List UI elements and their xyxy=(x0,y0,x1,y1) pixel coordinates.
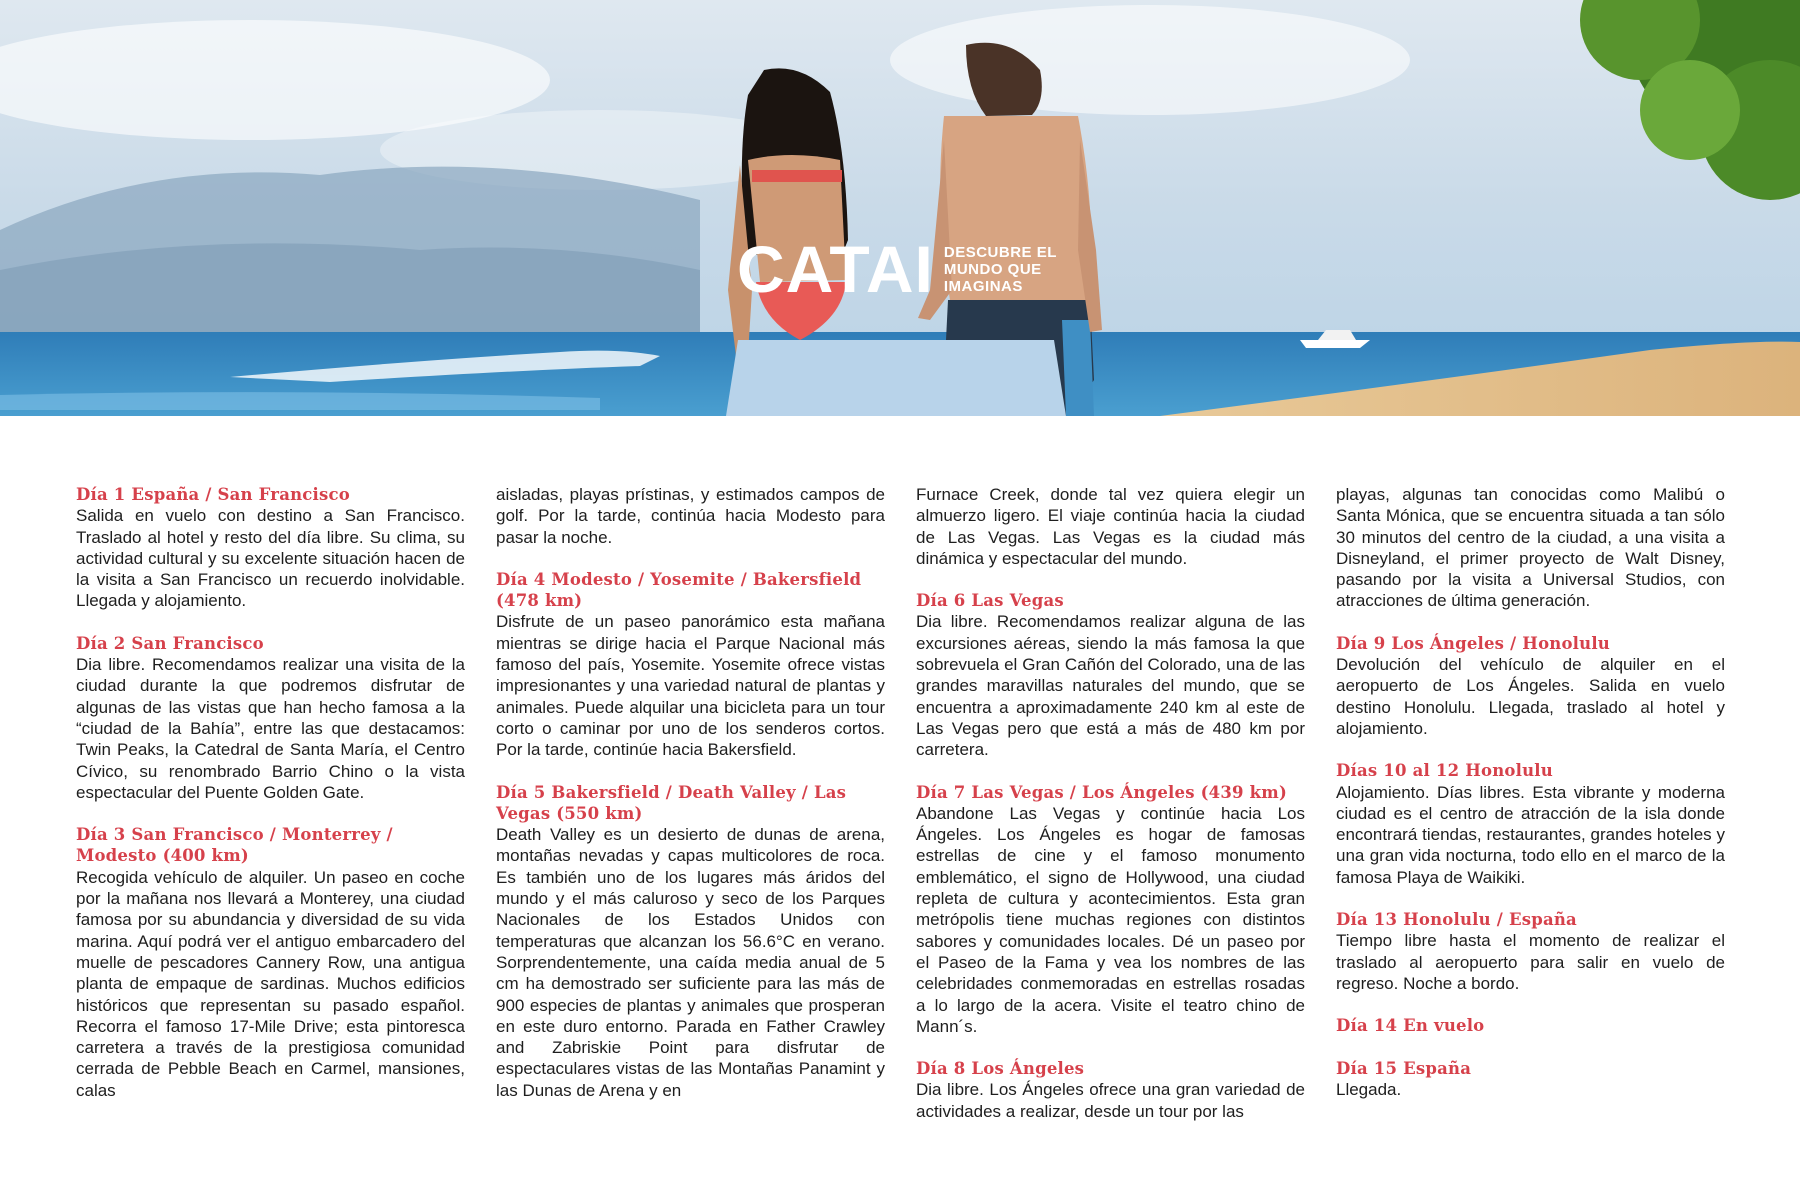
day-block-continued xyxy=(496,484,885,548)
day-description: Alojamiento. Días libres. Esta vibrante y moderna ciudad es el centro de atracción de la isla donde encontrará tiendas, restaurantes, grandes hoteles y una gran vida nocturna, todo ello en el marco de la famosa Playa de Waikiki. xyxy=(1336,782,1725,887)
day-block xyxy=(496,782,885,1101)
day-description: Furnace Creek, donde tal vez quiera elegir un almuerzo ligero. El viaje continúa hacia la ciudad de Las Vegas. Las Vegas es la ciudad más dinámica y espectacular del mundo. xyxy=(916,485,1305,568)
day-heading: Día 2 San Francisco xyxy=(76,633,264,653)
itinerary-column-3 xyxy=(916,484,1305,1143)
day-description: aisladas, playas prístinas, y estimados campos de golf. Por la tarde, continúa hacia Modesto para pasar la noche. xyxy=(496,485,885,547)
day-heading: Día 8 Los Ángeles xyxy=(916,1059,1085,1079)
day-description: Tiempo libre hasta el momento de realizar el traslado al aeropuerto para salir en vuelo de regreso. Noche a bordo. xyxy=(1336,931,1725,993)
day-heading: Día 13 Honolulu / España xyxy=(1336,910,1577,930)
day-block xyxy=(76,484,465,612)
itinerary-column-4 xyxy=(1336,484,1725,1143)
day-description: Disfrute de un paseo panorámico esta mañana mientras se dirige hacia el Parque Nacional más famoso del país, Yosemite. Yosemite ofrece vistas impresionantes y una variedad natural de plantas y animales. Puede alquilar una bicicleta para un tour corto o caminar por uno de los senderos cortos. Por la tarde, continúe hacia Bakersfield. xyxy=(496,612,885,760)
tagline-line-1: DESCUBRE EL xyxy=(943,243,1057,261)
beach-photo xyxy=(0,0,1800,416)
logo-wordmark: CATAI xyxy=(737,232,934,306)
itinerary-columns xyxy=(76,484,1726,1134)
day-heading: Día 14 En vuelo xyxy=(1336,1016,1485,1036)
day-description: Dia libre. Recomendamos realizar alguna de las excursiones aéreas, siendo la más famosa la que sobrevuela el Gran Cañón del Colorado, una de las grandes maravillas naturales del mundo, que se encuentra a aproximadamente 240 km al este de Las Vegas pero que está a más de 480 km por carretera. xyxy=(916,612,1305,760)
day-block xyxy=(496,569,885,761)
day-block xyxy=(1336,909,1725,994)
day-description: Llegada. xyxy=(1336,1079,1402,1099)
catai-logo xyxy=(737,232,1057,306)
day-description: Death Valley es un desierto de dunas de arena, montañas nevadas y capas multicolores de roca. Es también uno de los lugares más áridos del mundo y el más caluroso y seco de los Parques Nacionales de los Estados Unidos con temperaturas que alcanzan los 56.6°C en verano. Sorprendentemente, una caída media anual de 5 cm ha demostrado ser suficiente para las más de 900 especies de plantas y animales que prosperan en este duro entorno. Parada en Father Crawley and Zabriskie Point para disfrutar de espectaculares vistas de las Montañas Panamint y las Dunas de Arena y en xyxy=(496,825,885,1100)
day-description: Recogida vehículo de alquiler. Un paseo en coche por la mañana nos llevará a Monterey, una ciudad famosa por su abundancia y diversidad de su vida marina. Aquí podrá ver el antiguo embarcadero del muelle de pescadores Cannery Row, una antigua planta de empaque de sardinas. Muchos edificios históricos que representan su pasado español. Recorra el famoso 17-Mile Drive; esta pintoresca carretera a través de la prestigiosa comunidad cerrada de Pebble Beach en Carmel, mansiones, calas xyxy=(76,867,465,1100)
day-block xyxy=(1336,1015,1725,1036)
day-block xyxy=(76,824,465,1101)
day-heading: Día 7 Las Vegas / Los Ángeles (439 km) xyxy=(916,782,1287,802)
day-heading: Día 5 Bakersfield / Death Valley / Las Vegas (550 km) xyxy=(496,782,847,823)
day-block xyxy=(76,633,465,803)
day-block xyxy=(1336,1058,1725,1101)
day-heading: Día 3 San Francisco / Monterrey / Modesto (400 km) xyxy=(76,825,393,866)
day-block xyxy=(916,1058,1305,1122)
tagline-line-2: MUNDO QUE xyxy=(943,260,1042,278)
day-heading: Día 15 España xyxy=(1336,1058,1472,1078)
day-description: playas, algunas tan conocidas como Malibú o Santa Mónica, que se encuentra situada a tan sólo 30 minutos del centro de la ciudad, a una visita a Disneyland, el primer proyecto de Walt Disney, pasando por la visita a Universal Studios, con atracciones de última generación. xyxy=(1336,485,1725,611)
day-description: Dia libre. Recomendamos realizar una visita de la ciudad durante la que podremos disfrutar de algunas de las vistas que han hecho famosa a la “ciudad de la Bahía”, entre las que destacamos: Twin Peaks, la Catedral de Santa María, el Centro Cívico, su renombrado Barrio Chino o la vista espectacular del Puente Golden Gate. xyxy=(76,655,465,802)
hero-banner xyxy=(0,0,1800,416)
day-block-continued xyxy=(916,484,1305,569)
itinerary-column-1 xyxy=(76,484,465,1143)
day-description: Dia libre. Los Ángeles ofrece una gran variedad de actividades a realizar, desde un tour por las xyxy=(916,1080,1305,1121)
day-block xyxy=(916,782,1305,1038)
tagline-line-3: IMAGINAS xyxy=(943,277,1023,295)
day-block xyxy=(1336,633,1725,739)
day-block xyxy=(1336,760,1725,888)
day-description: Devolución del vehículo de alquiler en el aeropuerto de Los Ángeles. Salida en vuelo destino Honolulu. Llegada, traslado al hotel y alojamiento. xyxy=(1336,655,1725,738)
logo-tagline xyxy=(944,244,1057,295)
day-description: Salida en vuelo con destino a San Francisco. Traslado al hotel y resto del día libre. Su clima, su actividad cultural y su excelente situación hacen de la visita a San Francisco un recuerdo inolvidable. Llegada y alojamiento. xyxy=(76,506,465,611)
day-heading: Día 9 Los Ángeles / Honolulu xyxy=(1336,633,1611,653)
day-block-continued xyxy=(1336,484,1725,612)
day-heading: Día 4 Modesto / Yosemite / Bakersfield (478 km) xyxy=(496,569,862,611)
day-heading: Días 10 al 12 Honolulu xyxy=(1336,761,1553,781)
day-heading: Día 6 Las Vegas xyxy=(916,591,1064,611)
day-heading: Día 1 España / San Francisco xyxy=(76,485,350,504)
day-block xyxy=(916,590,1305,760)
itinerary-column-2 xyxy=(496,484,885,1143)
day-description: Abandone Las Vegas y continúe hacia Los Ángeles. Los Ángeles es hogar de famosas estrellas de cine y el famoso monumento emblemático, el signo de Hollywood, una ciudad repleta de cultura y acontecimientos. Esta gran metrópolis tiene muchas regiones con distintos sabores y comunidades locales. Dé un paseo por el Paseo de la Fama y vea los nombres de las celebridades conmemoradas en estrellas rosadas a lo largo de la acera. Visite el teatro chino de Mann´s. xyxy=(916,803,1305,1036)
